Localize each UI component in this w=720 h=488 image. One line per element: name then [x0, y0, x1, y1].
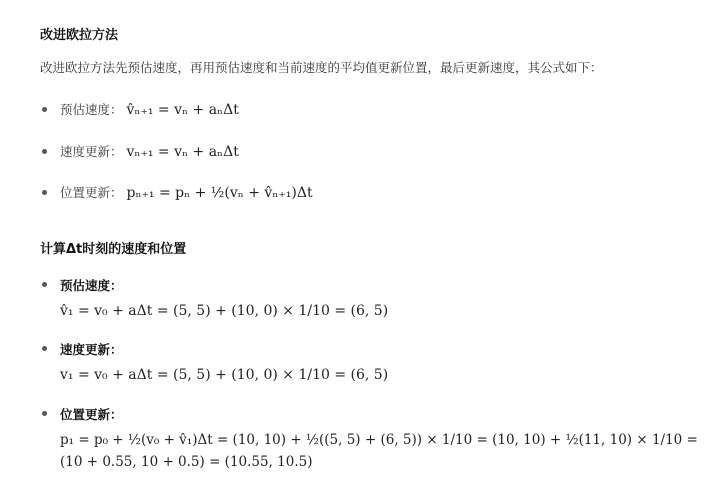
list-item: [40, 142, 700, 162]
bullet-icon: [42, 411, 47, 416]
step-label: 预估速度：: [60, 278, 123, 293]
formula-label: 速度更新：: [60, 144, 123, 159]
bullet-icon: [42, 107, 47, 112]
list-item: [40, 183, 700, 203]
formula-expression: pₙ₊₁ = pₙ + ½(vₙ + v̂ₙ₊₁)Δt: [126, 185, 313, 201]
list-item: [40, 340, 700, 390]
step-label: 速度更新：: [60, 342, 123, 357]
list-item: [40, 100, 700, 120]
formula-expression: v̂ₙ₊₁ = vₙ + aₙΔt: [126, 102, 239, 118]
formula-expression: vₙ₊₁ = vₙ + aₙΔt: [126, 144, 239, 160]
bullet-icon: [42, 282, 47, 287]
section-title: 计算Δt时刻的速度和位置: [40, 242, 187, 257]
step-expression: v̂₁ = v₀ + aΔt = (5, 5) + (10, 0) × 1/10 = (6, 5): [60, 303, 389, 319]
bullet-icon: [42, 190, 47, 195]
list-item: [40, 405, 700, 475]
step-expression-line1: p₁ = p₀ + ½(v₀ + v̂₁)Δt = (10, 10) + ½((5, 5) + (6, 5)) × 1/10 = (10, 10) + ½(11, 10) × 1/10 =: [60, 432, 698, 448]
intro-paragraph: 改进欧拉方法先预估速度，再用预估速度和当前速度的平均值更新位置，最后更新速度，其公式如下：: [40, 60, 603, 75]
bullet-icon: [42, 149, 47, 154]
section-title: 改进欧拉方法: [40, 28, 119, 43]
list-item: [40, 276, 700, 326]
formula-label: 位置更新：: [60, 185, 123, 200]
bullet-icon: [42, 346, 47, 351]
step-label: 位置更新：: [60, 407, 123, 422]
step-expression: v₁ = v₀ + aΔt = (5, 5) + (10, 0) × 1/10 = (6, 5): [60, 367, 389, 383]
formula-label: 预估速度：: [60, 102, 123, 117]
step-expression-line2: (10 + 0.55, 10 + 0.5) = (10.55, 10.5): [60, 454, 313, 470]
